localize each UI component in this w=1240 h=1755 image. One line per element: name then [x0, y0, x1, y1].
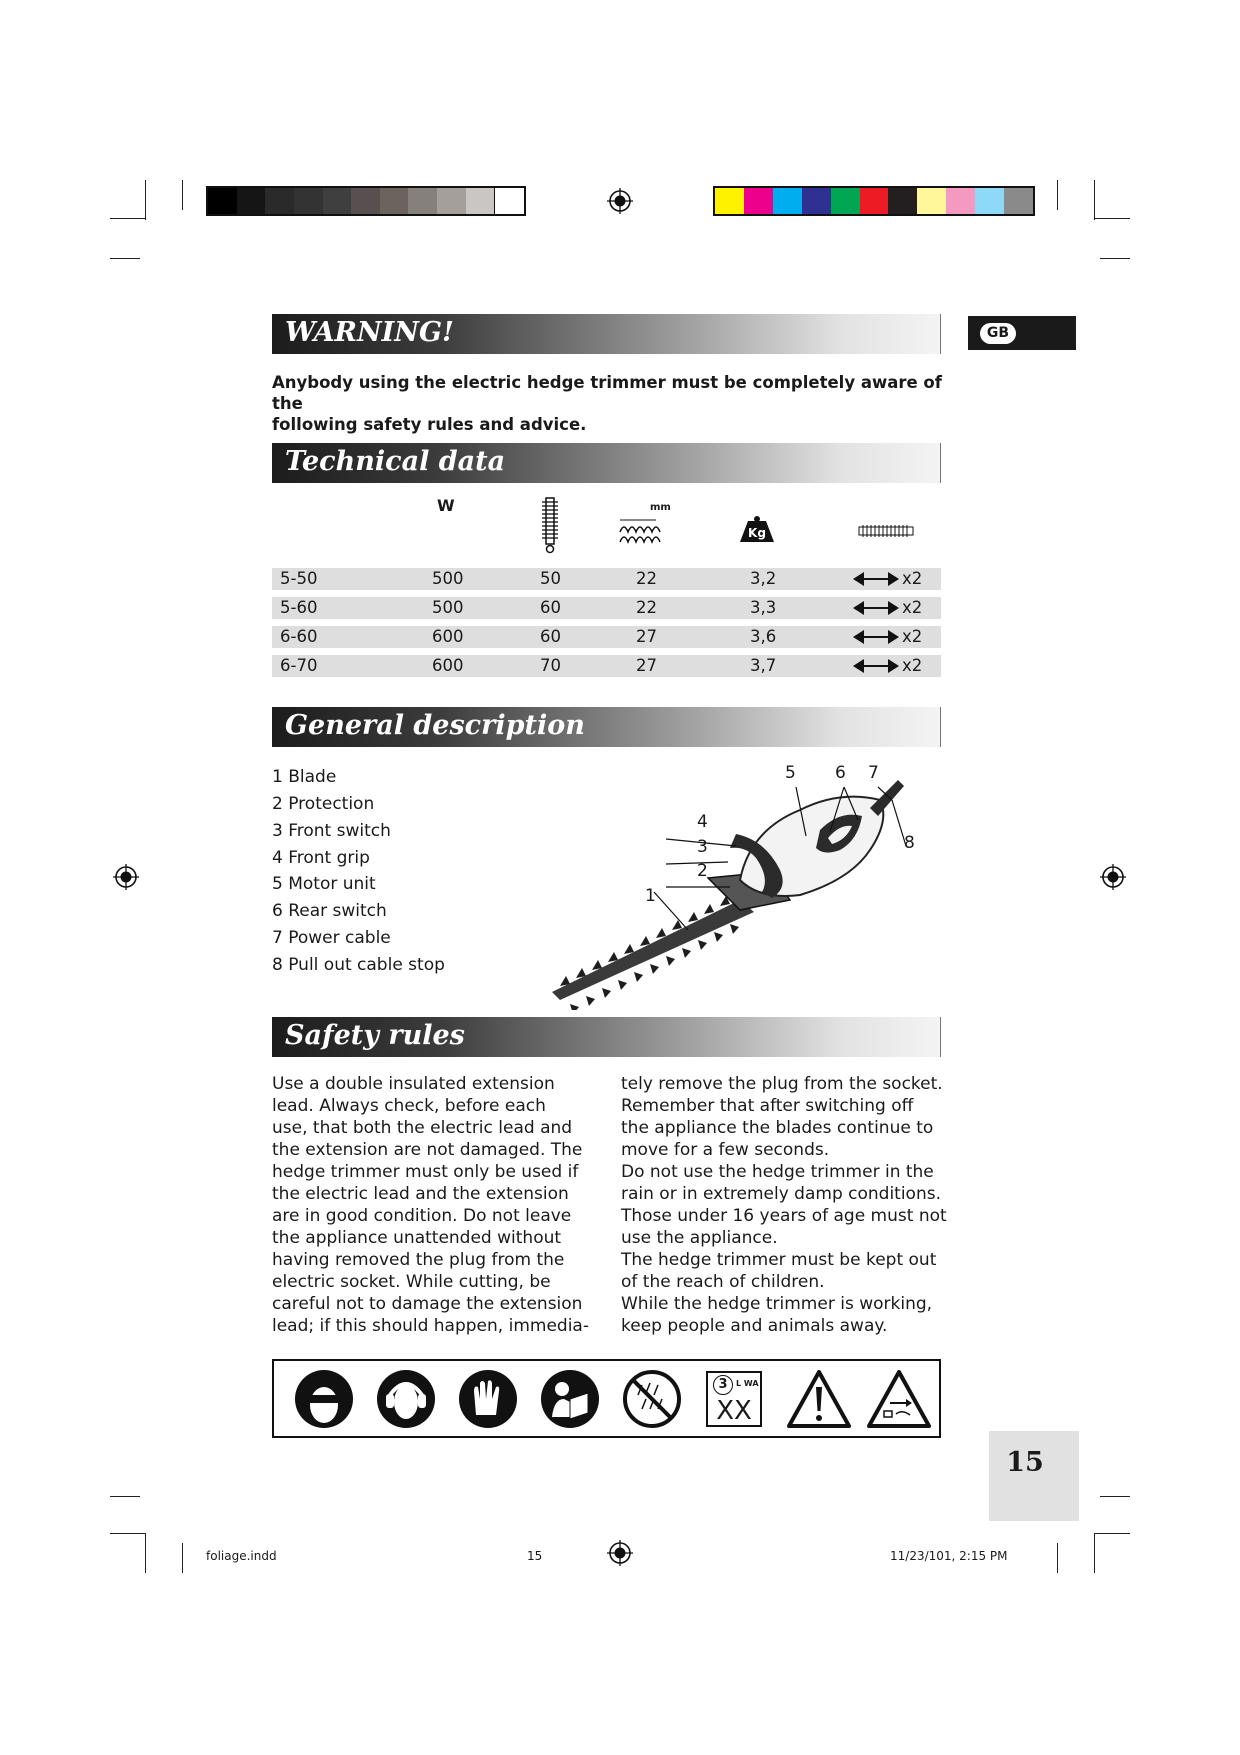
color-swatch	[466, 188, 495, 214]
color-swatch	[831, 188, 860, 214]
table-cell-power: 500	[432, 569, 464, 588]
crop-mark	[110, 1533, 146, 1534]
footer-page: 15	[527, 1549, 543, 1563]
warning-icon	[786, 1369, 852, 1429]
eye-protection-icon	[294, 1369, 354, 1429]
crop-mark	[182, 1543, 183, 1573]
page-number: 15	[1006, 1447, 1044, 1478]
safety-text-line: lead. Always check, before each	[272, 1096, 546, 1116]
table-cell-blade: x2	[902, 598, 923, 617]
safety-text-line: are in good condition. Do not leave	[272, 1206, 572, 1226]
cutting-capacity-unit: mm	[650, 502, 671, 513]
parts-list-item: 5 Motor unit	[272, 874, 376, 894]
parts-list-item: 2 Protection	[272, 794, 375, 814]
safety-title: Safety rules	[285, 1020, 465, 1051]
table-cell-power: 600	[432, 627, 464, 646]
safety-text-line: move for a few seconds.	[621, 1140, 830, 1160]
color-swatch	[494, 188, 524, 214]
color-swatch	[917, 188, 946, 214]
table-cell-power: 600	[432, 656, 464, 675]
safety-text-line: Those under 16 years of age must not	[621, 1206, 947, 1226]
safety-text-line: electric socket. While cutting, be	[272, 1272, 551, 1292]
grayscale-color-bar	[206, 186, 526, 216]
technical-heading-bar	[272, 443, 941, 483]
table-cell-blade: x2	[902, 656, 923, 675]
double-arrow-icon	[852, 600, 900, 616]
table-row	[272, 568, 941, 590]
crop-mark	[1057, 180, 1058, 210]
table-cell-blade: x2	[902, 569, 923, 588]
no-rain-icon	[622, 1369, 682, 1429]
blade-length-icon	[538, 496, 562, 554]
table-cell-capacity: 27	[636, 627, 657, 646]
crop-mark	[1094, 1533, 1095, 1573]
color-swatch	[323, 188, 352, 214]
warning-text	[272, 372, 972, 435]
noise-level-unit: L WA	[736, 1379, 759, 1388]
table-cell-power: 500	[432, 598, 464, 617]
safety-text-line: the appliance the blades continue to	[621, 1118, 934, 1138]
safety-text-line: the electric lead and the extension	[272, 1184, 569, 1204]
callout-label: 8	[904, 833, 915, 853]
power-column-header: W	[437, 496, 455, 515]
callout-label: 4	[697, 812, 708, 832]
color-swatch	[237, 188, 266, 214]
table-cell-blade: x2	[902, 627, 923, 646]
color-swatch	[208, 188, 237, 214]
color-swatch	[294, 188, 323, 214]
unplug-warning-icon	[866, 1369, 932, 1429]
color-swatch	[744, 188, 773, 214]
color-swatch	[380, 188, 409, 214]
parts-list-item: 7 Power cable	[272, 928, 391, 948]
page-number-box	[989, 1431, 1079, 1521]
gloves-icon	[458, 1369, 518, 1429]
safety-text-line: use the appliance.	[621, 1228, 778, 1248]
table-cell-length: 50	[540, 569, 561, 588]
table-cell-length: 70	[540, 656, 561, 675]
callout-label: 7	[868, 763, 879, 783]
table-cell-model: 6-70	[280, 656, 318, 675]
safety-text-line: lead; if this should happen, immedia-	[272, 1316, 589, 1336]
noise-level-number: 3	[713, 1375, 733, 1395]
crop-mark	[110, 258, 140, 259]
weight-icon	[738, 514, 776, 544]
weight-label: Kg	[748, 526, 766, 540]
language-badge: GB	[980, 323, 1016, 344]
safety-text-line: Do not use the hedge trimmer in the	[621, 1162, 934, 1182]
safety-text-line: The hedge trimmer must be kept out	[621, 1250, 937, 1270]
registration-mark-icon	[113, 864, 139, 890]
table-row	[272, 655, 941, 677]
table-cell-length: 60	[540, 598, 561, 617]
crop-mark	[1100, 258, 1130, 259]
color-swatch	[408, 188, 437, 214]
warning-text-line: Anybody using the electric hedge trimmer must be completely aware of the	[272, 373, 942, 413]
noise-level-value: XX	[716, 1396, 752, 1426]
table-cell-weight: 3,2	[750, 569, 777, 588]
hedge-trimmer-illustration	[540, 760, 940, 1010]
safety-text-line: having removed the plug from the	[272, 1250, 565, 1270]
callout-label: 1	[645, 886, 656, 906]
color-swatch	[975, 188, 1004, 214]
table-cell-weight: 3,3	[750, 598, 777, 617]
safety-text-line: hedge trimmer must only be used if	[272, 1162, 579, 1182]
safety-icons-panel	[272, 1359, 941, 1438]
double-arrow-icon	[852, 658, 900, 674]
table-cell-model: 6-60	[280, 627, 318, 646]
crop-mark	[1094, 180, 1095, 220]
safety-text-line: the extension are not damaged. The	[272, 1140, 583, 1160]
color-swatch	[860, 188, 889, 214]
parts-list-item: 4 Front grip	[272, 848, 370, 868]
footer-filename: foliage.indd	[206, 1549, 277, 1563]
crop-mark	[145, 1533, 146, 1573]
noise-level-icon	[706, 1371, 762, 1427]
parts-list-item: 8 Pull out cable stop	[272, 955, 445, 975]
parts-list-item: 6 Rear switch	[272, 901, 387, 921]
color-swatch	[946, 188, 975, 214]
crop-mark	[1094, 1533, 1130, 1534]
table-row	[272, 597, 941, 619]
double-arrow-icon	[852, 629, 900, 645]
callout-label: 5	[785, 763, 796, 783]
callout-label: 3	[697, 837, 708, 857]
safety-text-line: the appliance unattended without	[272, 1228, 562, 1248]
safety-text-line: use, that both the electric lead and	[272, 1118, 573, 1138]
double-blade-icon	[858, 524, 914, 538]
registration-mark-icon	[607, 188, 633, 214]
crop-mark	[1100, 1496, 1130, 1497]
parts-list-item: 3 Front switch	[272, 821, 391, 841]
crop-mark	[110, 1496, 140, 1497]
safety-text-line: tely remove the plug from the socket.	[621, 1074, 943, 1094]
color-swatch	[715, 188, 744, 214]
table-cell-weight: 3,6	[750, 627, 777, 646]
language-tab	[968, 316, 1076, 350]
table-row	[272, 626, 941, 648]
registration-mark-icon	[607, 1540, 633, 1566]
table-cell-capacity: 22	[636, 569, 657, 588]
callout-label: 2	[697, 861, 708, 881]
warning-title: WARNING!	[285, 317, 454, 348]
description-heading-bar	[272, 707, 941, 747]
table-cell-capacity: 27	[636, 656, 657, 675]
cutting-capacity-icon	[616, 502, 671, 550]
process-color-bar	[713, 186, 1035, 216]
safety-text-column-1	[272, 1073, 589, 1337]
read-manual-icon	[540, 1369, 600, 1429]
safety-text-line: careful not to damage the extension	[272, 1294, 583, 1314]
footer-date: 11/23/101, 2:15 PM	[890, 1549, 1008, 1563]
safety-text-line: rain or in extremely damp conditions.	[621, 1184, 941, 1204]
color-swatch	[888, 188, 917, 214]
safety-heading-bar	[272, 1017, 941, 1057]
warning-heading-bar	[272, 314, 941, 354]
callout-label: 6	[835, 763, 846, 783]
crop-mark	[110, 218, 146, 219]
table-cell-model: 5-50	[280, 569, 318, 588]
double-arrow-icon	[852, 571, 900, 587]
registration-mark-icon	[1100, 864, 1126, 890]
color-swatch	[437, 188, 466, 214]
table-cell-capacity: 22	[636, 598, 657, 617]
ear-protection-icon	[376, 1369, 436, 1429]
color-swatch	[773, 188, 802, 214]
color-swatch	[265, 188, 294, 214]
crop-mark	[1094, 218, 1130, 219]
table-cell-length: 60	[540, 627, 561, 646]
safety-text-line: While the hedge trimmer is working,	[621, 1294, 933, 1314]
safety-text-column-2	[621, 1073, 947, 1337]
table-cell-model: 5-60	[280, 598, 318, 617]
color-swatch	[1004, 188, 1033, 214]
safety-text-line: Use a double insulated extension	[272, 1074, 555, 1094]
safety-text-line: of the reach of children.	[621, 1272, 825, 1292]
technical-title: Technical data	[285, 446, 506, 477]
color-swatch	[351, 188, 380, 214]
description-title: General description	[285, 710, 585, 741]
crop-mark	[145, 180, 146, 220]
parts-list-item: 1 Blade	[272, 767, 337, 787]
crop-mark	[182, 180, 183, 210]
safety-text-line: Remember that after switching off	[621, 1096, 914, 1116]
warning-text-line: following safety rules and advice.	[272, 415, 587, 434]
color-swatch	[802, 188, 831, 214]
table-cell-weight: 3,7	[750, 656, 777, 675]
crop-mark	[1057, 1543, 1058, 1573]
safety-text-line: keep people and animals away.	[621, 1316, 888, 1336]
